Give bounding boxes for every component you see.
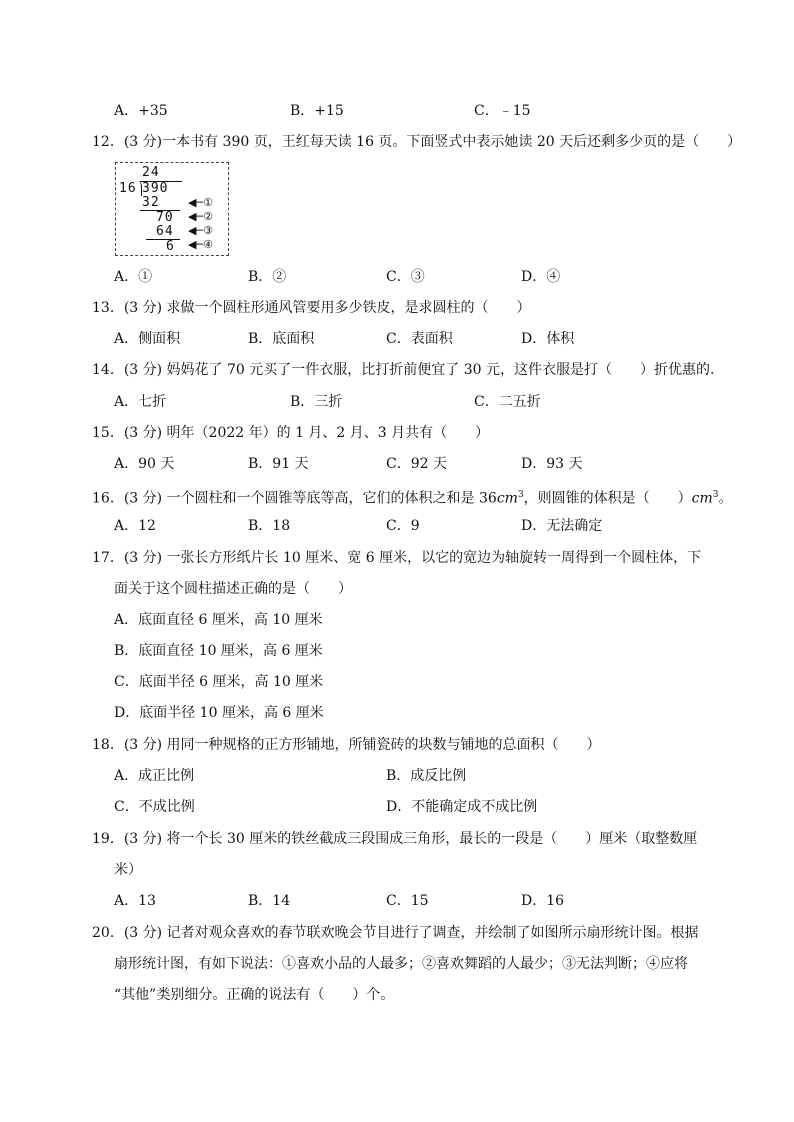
arrow-marker-3: ◀─③	[188, 224, 213, 237]
arrow-marker-2: ◀─②	[188, 210, 213, 223]
q19-option-c: C．15	[386, 893, 429, 909]
division-step1: 32	[142, 195, 160, 210]
q15-option-b: B．91 天	[248, 456, 309, 472]
q14-option-c: C．二五折	[474, 394, 541, 410]
q15-option-a: A．90 天	[114, 456, 175, 472]
q11-option-b: B．+15	[290, 103, 344, 119]
q19-stem-line1: 19．(3 分) 将一个长 30 厘米的铁丝截成三段围成三角形，最长的一段是（ ）厘米（取整数厘	[92, 831, 698, 847]
q13-option-b: B．底面积	[248, 331, 315, 347]
division-line2	[146, 239, 180, 240]
q12-option-d: D．④	[521, 269, 561, 285]
q12-stem: 12．(3 分)一本书有 390 页，王红每天读 16 页。下面竖式中表示她读 20 天后还剩多少页的是（ ）	[92, 134, 742, 150]
q17-option-b: B．底面直径 10 厘米，高 6 厘米	[114, 643, 323, 659]
q18-option-d: D．不能确定成不成比例	[386, 799, 538, 815]
q19-option-d: D．16	[521, 893, 565, 909]
q17-stem-line1: 17．(3 分) 一张长方形纸片长 10 厘米、宽 6 厘米，以它的宽边为轴旋转一周得到一个圆柱体，下	[92, 550, 702, 566]
q14-option-b: B．三折	[290, 394, 343, 410]
division-step2: 70	[156, 210, 174, 225]
q17-option-a: A．底面直径 6 厘米，高 10 厘米	[114, 612, 323, 628]
q20-stem-line1: 20．(3 分) 记者对观众喜欢的春节联欢晚会节目进行了调查，并绘制了如图所示扇形统计图。根据	[92, 925, 699, 941]
q19-option-b: B．14	[248, 893, 291, 909]
q15-option-c: C．92 天	[386, 456, 447, 472]
q14-option-a: A．七折	[114, 394, 167, 410]
division-quotient: 24	[142, 165, 160, 180]
q12-option-a: A．①	[114, 269, 153, 285]
q16-option-b: B．18	[248, 518, 291, 534]
q12-option-b: B．②	[248, 269, 287, 285]
division-remainder: 6	[166, 239, 175, 254]
q15-stem: 15．(3 分) 明年（2022 年）的 1 月、2 月、3 月共有（ ）	[92, 425, 490, 441]
q20-stem-line2: 扇形统计图，有如下说法：①喜欢小品的人最多；②喜欢舞蹈的人最少；③无法判断；④应将	[114, 956, 688, 972]
q18-option-a: A．成正比例	[114, 768, 195, 784]
q16-option-a: A．12	[114, 518, 156, 534]
q12-option-c: C．③	[386, 269, 425, 285]
q17-stem-line2: 面关于这个圆柱描述正确的是（ ）	[114, 581, 352, 597]
q19-stem-line2: 米）	[114, 862, 142, 878]
q17-option-d: D．底面半径 10 厘米，高 6 厘米	[114, 705, 324, 721]
q16-stem: 16．(3 分) 一个圆柱和一个圆锥等底等高，它们的体积之和是 $36cm^3$，则圆锥的体积是（ ）$cm^3$。	[92, 490, 733, 507]
q18-stem: 18．(3 分) 用同一种规格的正方形铺地，所铺瓷砖的块数与铺地的总面积（ ）	[92, 737, 601, 753]
q18-option-b: B．成反比例	[386, 768, 467, 784]
q11-option-c: C．﹣15	[474, 103, 531, 119]
q19-option-a: A．13	[114, 893, 156, 909]
q13-stem: 13．(3 分) 求做一个圆柱形通风管要用多少铁皮，是求圆柱的（ ）	[92, 300, 531, 316]
division-divisor: 16	[119, 181, 137, 196]
q13-option-d: D．体积	[521, 331, 575, 347]
q14-stem: 14．(3 分) 妈妈花了 70 元买了一件衣服，比打折前便宜了 30 元，这件衣服是打（ ）折优惠的.	[92, 362, 715, 378]
q13-option-c: C．表面积	[386, 331, 453, 347]
q15-option-d: D．93 天	[521, 456, 583, 472]
q13-option-a: A．侧面积	[114, 331, 181, 347]
q18-option-c: C．不成比例	[114, 799, 195, 815]
arrow-marker-1: ◀─①	[188, 196, 213, 209]
q20-stem-line3: “其他”类别细分。正确的说法有（ ）个。	[114, 987, 395, 1003]
division-step3: 64	[156, 224, 174, 239]
q16-option-d: D．无法确定	[521, 518, 603, 534]
long-division-figure	[115, 162, 229, 256]
division-dividend: 390	[142, 181, 169, 196]
arrow-marker-4: ◀─④	[188, 238, 213, 251]
q16-option-c: C．9	[386, 518, 420, 534]
q17-option-c: C．底面半径 6 厘米，高 10 厘米	[114, 674, 324, 690]
q11-option-a: A．+35	[114, 103, 168, 119]
